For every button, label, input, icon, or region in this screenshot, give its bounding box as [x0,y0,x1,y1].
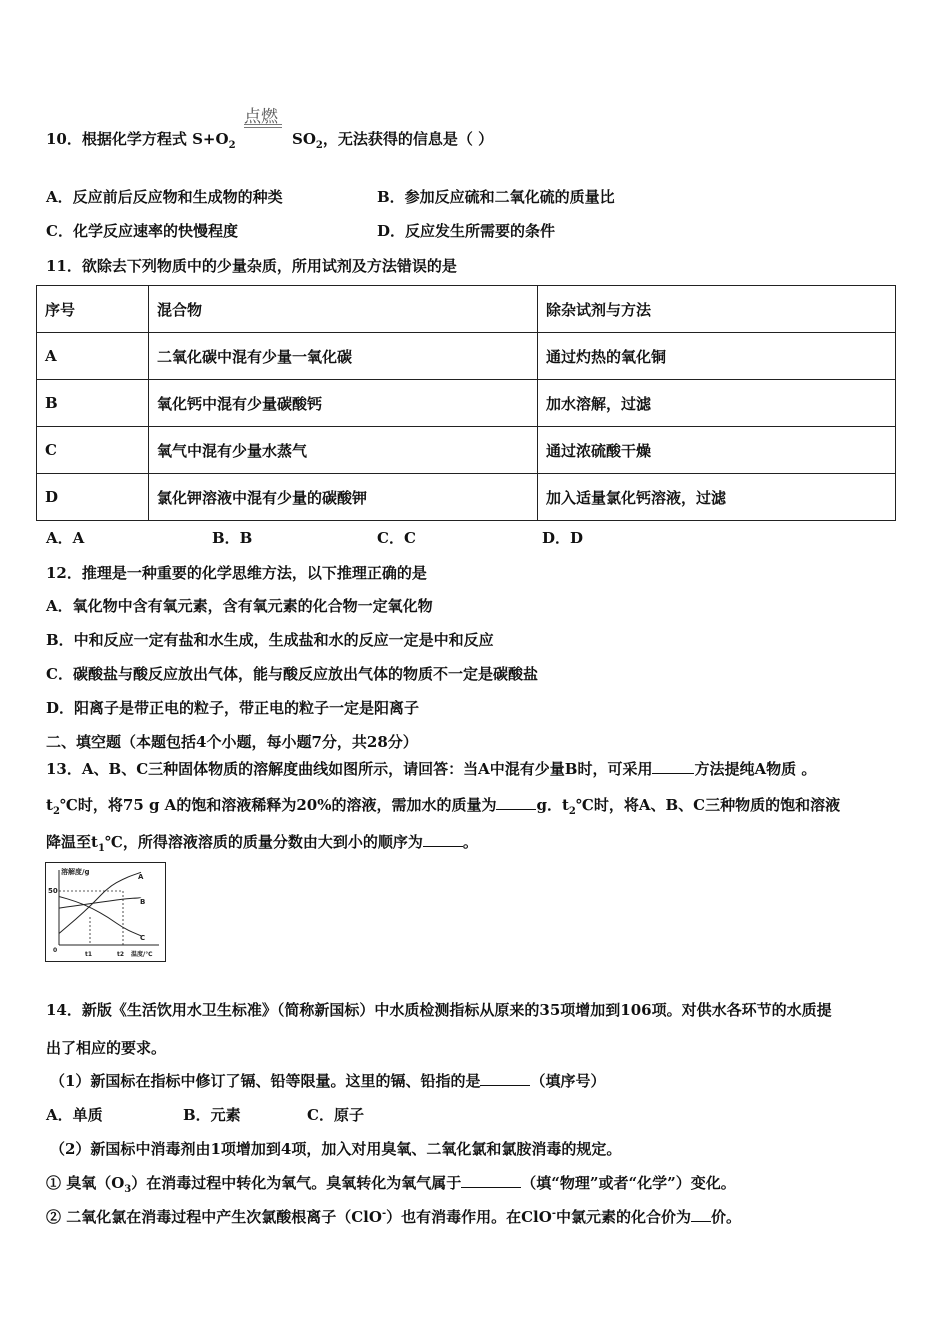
table-row [37,474,896,521]
reaction-condition: 点燃 [244,107,278,127]
q14-part4: ② 二氧化氯在消毒过程中产生次氯酸根离子（ClO-）也有消毒作用。在ClO-中氯元素的化合价为 价。 [46,1208,741,1226]
table-cell: 氯化钾溶液中混有少量的碳酸钾 [149,474,538,521]
table-cell: 加水溶解，过滤 [538,380,896,427]
q13-line3: 降温至$t_1℃$，所得溶液溶质的质量分数由大到小的顺序为 。 [46,833,478,854]
table-row [37,427,896,474]
tick-label: 50 [48,887,58,895]
q14-part3: ① 臭氧$(O_3)$在消毒过程中转化为氧气。臭氧转化为氧气属于 （填“物理”或者“化学”）变化。 [46,1174,736,1195]
series-label-c: C [140,934,146,942]
q10-stem: 10．根据化学方程式 $S+O_2$ $SO_2$，无法获得的信息是（ ） [46,130,494,151]
q14-part1: （1）新国标在指标中修订了镉、铅等限量。这里的镉、铅指的是 （填序号） [50,1072,606,1090]
q12-option-a: A．氧化物中含有氧元素，含有氧元素的化合物一定氧化物 [46,597,433,615]
table-row [37,380,896,427]
q13-line1: 13．A、B、C三种固体物质的溶解度曲线如图所示，请回答：当A中混有少量B时，可采用 方法提纯A物质 。 [46,760,817,778]
answer-blank[interactable] [480,1071,530,1086]
q14-option-c: C．原子 [307,1106,364,1124]
q11-option-a: A．A [46,529,85,547]
tick-label: t1 [85,951,93,958]
q11-option-c: C．C [377,529,416,547]
answer-blank[interactable] [461,1173,521,1188]
series-label-a: A [138,873,144,881]
tick-label: 0 [53,947,58,954]
solubility-chart [45,862,166,962]
table-cell: 二氧化碳中混有少量一氧化碳 [149,333,538,380]
q12-option-b: B．中和反应一定有盐和水生成，生成盐和水的反应一定是中和反应 [46,631,494,649]
q12-option-c: C．碳酸盐与酸反应放出气体，能与酸反应放出气体的物质不一定是碳酸盐 [46,665,538,683]
q10-option-d: D．反应发生所需要的条件 [377,222,556,240]
answer-blank[interactable] [652,759,694,774]
table-cell: 通过灼热的氧化铜 [538,333,896,380]
y-axis-label: 溶解度/g [61,868,90,876]
q14-option-a: A．单质 [46,1106,103,1124]
q12-stem: 12．推理是一种重要的化学思维方法，以下推理正确的是 [46,564,427,582]
q11-table [36,285,896,521]
answer-blank[interactable] [691,1207,711,1222]
q12-option-d: D．阳离子是带正电的粒子，带正电的粒子一定是阳离子 [46,699,420,717]
table-header: 除杂试剂与方法 [538,286,896,333]
section-heading: 二、填空题（本题包括4个小题，每小题7分，共28分） [46,733,418,751]
table-cell: 氧化钙中混有少量碳酸钙 [149,380,538,427]
q11-option-d: D．D [542,529,584,547]
table-cell: D [37,474,149,521]
q10-option-a: A．反应前后反应物和生成物的种类 [46,188,283,206]
table-header: 混合物 [149,286,538,333]
table-cell: 加入适量氯化钙溶液，过滤 [538,474,896,521]
q14-option-b: B．元素 [183,1106,241,1124]
q10-option-c: C．化学反应速率的快慢程度 [46,222,238,240]
answer-blank[interactable] [423,832,463,847]
q14-line1: 14．新版《生活饮用水卫生标准》（简称新国标）中水质检测指标从原来的35项增加到106项。对供水各环节的水质提 [46,1001,832,1019]
tick-label: t2 [117,951,125,958]
reaction-arrow [244,124,282,128]
q14-line2: 出了相应的要求。 [46,1039,167,1057]
answer-blank[interactable] [496,795,536,810]
x-axis-label: 温度/℃ [131,951,153,958]
table-cell: B [37,380,149,427]
q10-option-b: B．参加反应硫和二氧化硫的质量比 [377,188,615,206]
q14-part2: （2）新国标中消毒剂由1项增加到4项，加入对用臭氧、二氧化氯和氯胺消毒的规定。 [50,1140,622,1158]
q11-stem: 11．欲除去下列物质中的少量杂质，所用试剂及方法错误的是 [46,257,457,275]
table-cell: C [37,427,149,474]
table-header: 序号 [37,286,149,333]
series-label-b: B [140,898,146,906]
table-header-row [37,286,896,333]
table-cell: 氧气中混有少量水蒸气 [149,427,538,474]
q11-option-b: B．B [212,529,253,547]
table-cell: A [37,333,149,380]
q13-line2: $t_2℃$时，将75 g A的饱和溶液稀释为20%的溶液，需加水的质量为 g．$t_2℃$时，将A、B、C三种物质的饱和溶液 [46,796,841,817]
table-row [37,333,896,380]
table-cell: 通过浓硫酸干燥 [538,427,896,474]
